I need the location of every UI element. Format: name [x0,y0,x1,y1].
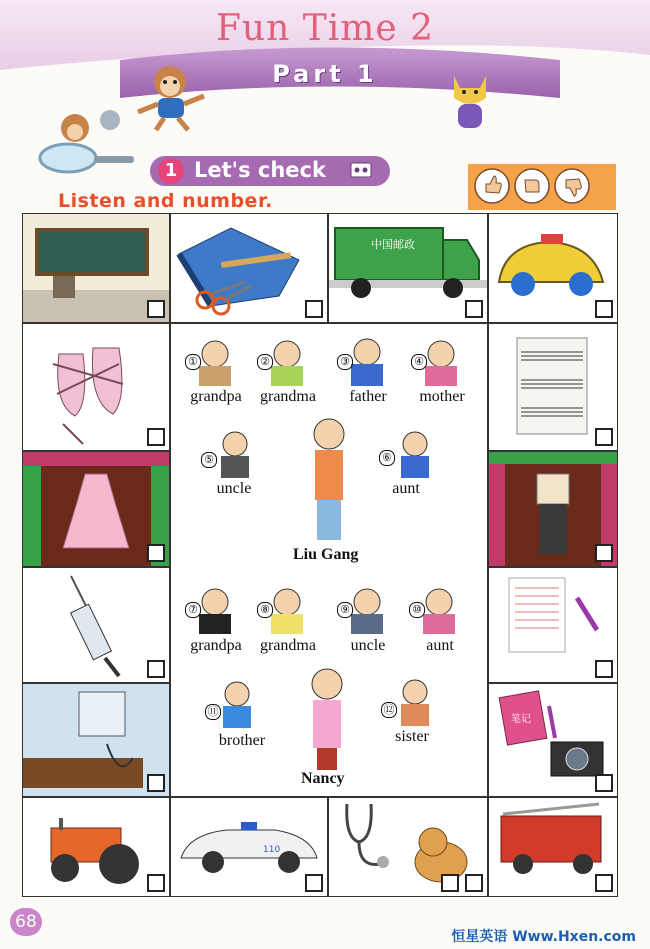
answer-box[interactable] [595,544,613,562]
answer-box[interactable] [465,874,483,892]
number-9: ⑨ [337,602,353,618]
cell-blackboard [22,213,170,323]
rating-panel [468,164,616,210]
cell-stethoscope-dog [328,797,488,897]
answer-box[interactable] [147,428,165,446]
thumbs-up-icon [475,169,509,203]
answer-box[interactable] [147,660,165,678]
brand-watermark: 恒星英语 Www.Hxen.com [451,929,636,945]
cell-police-car [170,797,328,897]
cell-syringe [22,567,170,683]
answer-box[interactable] [595,660,613,678]
cell-doctors-office [22,683,170,797]
cell-ballet-shoes [22,323,170,451]
thumbs-down-icon [555,169,589,203]
number-5: ⑤ [201,452,217,468]
label-grandpa: grandpa [190,388,242,405]
answer-box[interactable] [595,874,613,892]
part-label: Part 1 [272,60,378,88]
label-uncle-2: uncle [350,637,386,654]
label-sister: sister [395,728,429,745]
label-grandma: grandma [260,388,316,405]
label-father: father [349,388,387,405]
cell-tractor [22,797,170,897]
cassette-icon [350,162,372,180]
label-brother: brother [218,732,266,749]
exercise-grid [22,213,618,897]
label-aunt: aunt [392,480,420,497]
notebook-label: 笔记 [511,714,531,725]
section-number: 1 [158,158,184,184]
label-grandpa-2: grandpa [190,637,242,654]
name-nancy: Nancy [301,770,345,787]
number-3: ③ [337,354,353,370]
answer-box[interactable] [465,300,483,318]
label-grandma-2: grandma [260,637,316,654]
section-label: Let's check [194,158,326,182]
page-title: Fun Time 2 [215,8,435,49]
label-mother: mother [419,388,465,405]
number-10: ⑩ [409,602,425,618]
number-7: ⑦ [185,602,201,618]
cell-sheet-music [488,323,618,451]
cell-notebook-camera [488,683,618,797]
cell-taxi [488,213,618,323]
answer-box[interactable] [305,300,323,318]
answer-box[interactable] [147,300,165,318]
number-12: ⑫ [381,702,397,718]
car-plate: 110 [263,845,281,855]
magnifier-monkey-illustration [20,100,140,180]
instruction: Listen and number. [58,190,273,212]
number-6: ⑥ [379,450,395,466]
page-number: 68 [10,908,42,936]
number-2: ② [257,354,273,370]
answer-box[interactable] [305,874,323,892]
van-sign: 中国邮政 [371,238,415,251]
name-liu-gang: Liu Gang [293,546,359,563]
label-aunt-2: aunt [426,637,454,654]
answer-box[interactable] [595,300,613,318]
answer-box[interactable] [147,774,165,792]
cell-paper-pen [488,567,618,683]
number-4: ④ [411,354,427,370]
cell-clothes-stage [488,451,618,567]
number-8: ⑧ [257,602,273,618]
answer-box[interactable] [441,874,459,892]
cell-fire-engine [488,797,618,897]
police-car-illustration [171,798,327,896]
cat-illustration [440,66,500,136]
answer-box[interactable] [147,544,165,562]
family-panel [170,323,488,797]
answer-box[interactable] [595,428,613,446]
cell-pink-dress [22,451,170,567]
answer-box[interactable] [595,774,613,792]
cell-cloth-scissors [170,213,328,323]
number-1: ① [185,354,201,370]
stethoscope-dog-illustration [329,798,487,896]
cell-mail-van [328,213,488,323]
monkey-illustration [132,60,212,132]
number-11: ⑪ [205,704,221,720]
thumb-sideways-icon [515,169,549,203]
label-uncle: uncle [216,480,252,497]
cloth-scissors-illustration [171,214,327,322]
answer-box[interactable] [147,874,165,892]
mail-van-illustration [329,214,487,322]
